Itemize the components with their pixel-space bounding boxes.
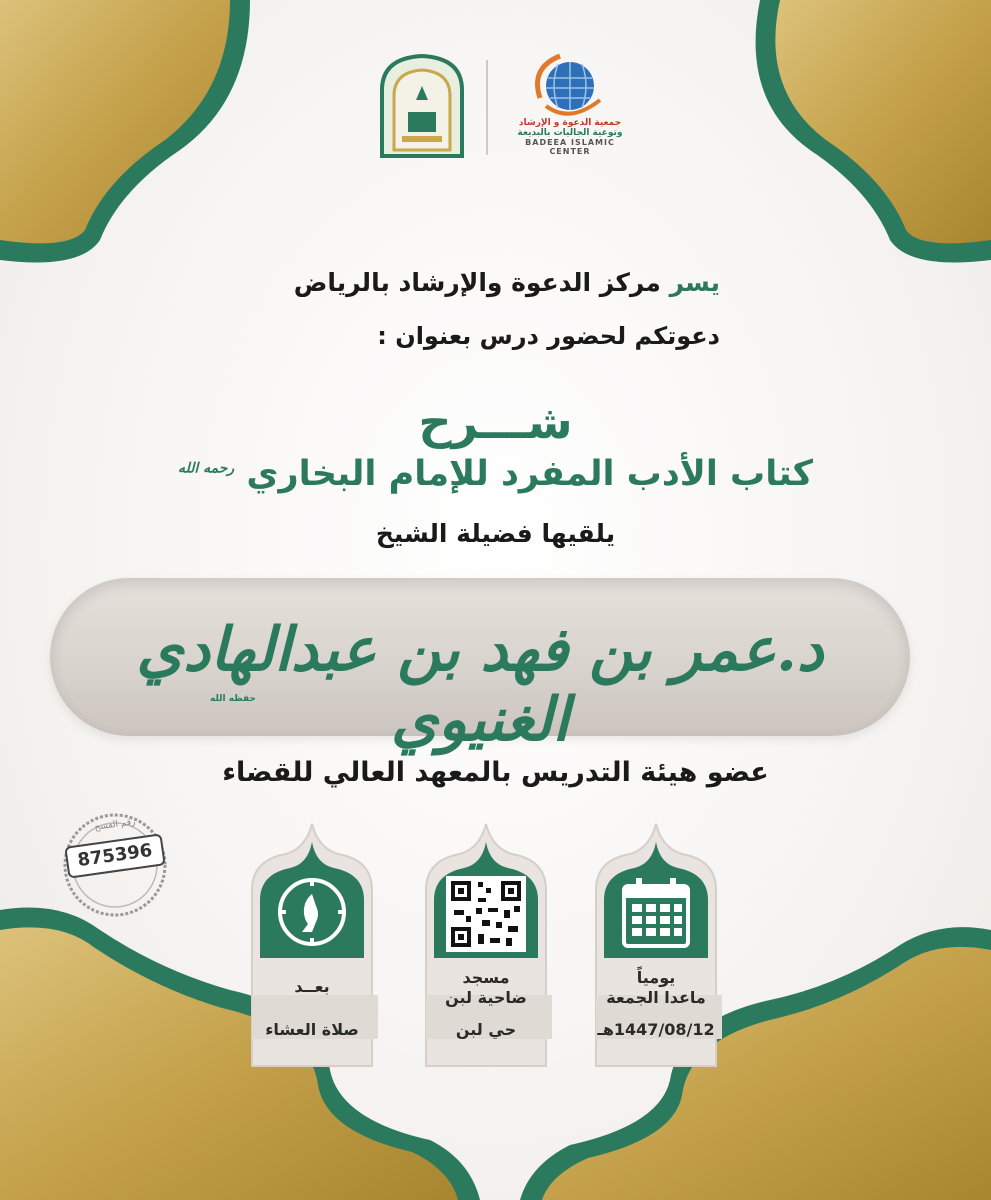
card-location-line2: حي لبن xyxy=(455,1020,517,1039)
intro-line1 xyxy=(120,268,720,297)
card-date-line2: 1447/08/12هـ xyxy=(597,1020,715,1039)
sheikh-position: عضو هيئة التدريس بالمعهد العالي للقضاء xyxy=(222,757,769,788)
card-location-name: ضاحية لبن xyxy=(445,988,527,1007)
card-location-line1 xyxy=(420,968,552,1008)
card-date xyxy=(590,820,722,1070)
calendar-icon xyxy=(620,876,692,950)
clock-icon xyxy=(272,872,352,952)
sheikh-honorific: حفظه الله xyxy=(210,694,256,704)
association-name-line1: جمعية الدعوة و الإرشاد xyxy=(518,118,622,128)
card-time xyxy=(246,820,378,1070)
lesson-title: كتاب الأدب المفرد للإمام البخاري xyxy=(246,454,813,494)
lesson-honorific: رحمه الله xyxy=(178,460,235,477)
card-date-except: ماعدا الجمعة xyxy=(606,988,706,1007)
association-logo xyxy=(510,48,630,163)
presenter-intro: يلقيها فضيلة الشيخ xyxy=(375,519,616,548)
association-name-line2: وتوعية الجاليات بالبديعة xyxy=(517,128,623,138)
card-time-line2: صلاة العشاء xyxy=(265,1020,359,1039)
card-date-daily: يومياً xyxy=(636,968,676,987)
stamp-label: رقم الفسح xyxy=(93,817,137,833)
lesson-word: شـــرح xyxy=(418,395,573,449)
card-location xyxy=(420,820,552,1070)
card-time-line1: بعــد xyxy=(294,977,330,996)
intro-prefix: يسر xyxy=(669,268,720,297)
logo-divider xyxy=(486,60,488,155)
ministry-logo xyxy=(378,52,466,160)
sheikh-name: د.عمر بن فهد بن عبدالهادي الغنيوي xyxy=(136,615,824,755)
qr-code-icon xyxy=(446,876,526,952)
association-name-en: BADEEA ISLAMIC CENTER xyxy=(525,138,615,156)
intro-org: مركز الدعوة والإرشاد بالرياض xyxy=(293,268,670,297)
intro-line2: دعوتكم لحضور درس بعنوان : xyxy=(377,322,720,350)
stamp-number: 875396 xyxy=(64,833,165,878)
card-date-line1 xyxy=(590,968,722,1008)
lesson-title-line xyxy=(0,454,991,494)
card-location-mosque: مسجد xyxy=(462,968,510,987)
